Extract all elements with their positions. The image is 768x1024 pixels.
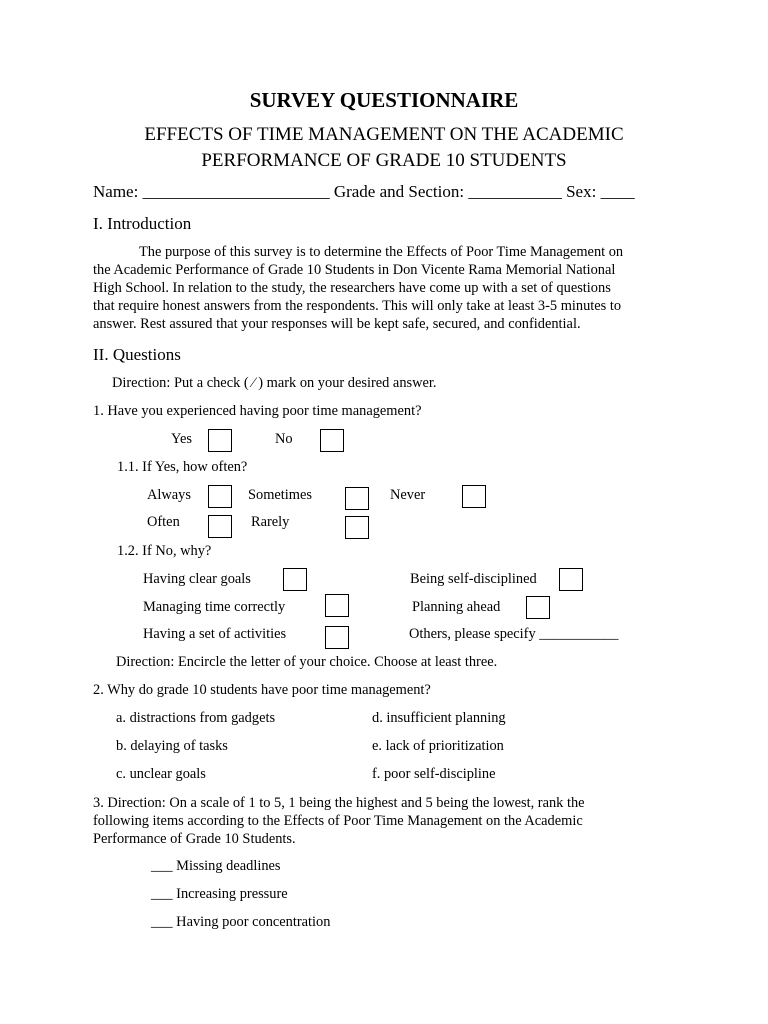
question-2: 2. Why do grade 10 students have poor time management? — [93, 682, 431, 698]
question-1-1: 1.1. If Yes, how often? — [117, 459, 248, 475]
clear-goals-checkbox[interactable] — [283, 568, 307, 591]
choice-b[interactable]: b. delaying of tasks — [116, 738, 228, 754]
respondent-info-line[interactable]: Name: ______________________ Grade and Section: ___________ Sex: ____ — [93, 182, 635, 201]
option-often-label: Often — [147, 514, 180, 530]
survey-title: SURVEY QUESTIONNAIRE — [249, 88, 519, 112]
intro-line: the Academic Performance of Grade 10 Students in Don Vicente Rama Memorial National — [93, 262, 616, 278]
rank-item-increasing-pressure[interactable]: ___ Increasing pressure — [151, 886, 288, 902]
direction-check: Direction: Put a check ( ⁄ ) mark on your desired answer. — [112, 375, 437, 391]
self-disciplined-checkbox[interactable] — [559, 568, 583, 591]
rarely-checkbox[interactable] — [345, 516, 369, 539]
yes-checkbox[interactable] — [208, 429, 232, 452]
sometimes-checkbox[interactable] — [345, 487, 369, 510]
rank-item-poor-concentration[interactable]: ___ Having poor concentration — [151, 914, 331, 930]
option-yes-label: Yes — [171, 431, 192, 447]
choice-a[interactable]: a. distractions from gadgets — [116, 710, 276, 726]
option-planning-ahead-label: Planning ahead — [412, 599, 501, 615]
choice-e[interactable]: e. lack of prioritization — [372, 738, 504, 754]
option-set-of-activities-label: Having a set of activities — [143, 626, 287, 642]
choice-d[interactable]: d. insufficient planning — [372, 710, 506, 726]
q3-line: 3. Direction: On a scale of 1 to 5, 1 being the highest and 5 being the lowest, rank the — [93, 795, 585, 811]
option-rarely-label: Rarely — [251, 514, 290, 530]
option-sometimes-label: Sometimes — [248, 487, 312, 503]
question-1: 1. Have you experienced having poor time management? — [93, 403, 422, 419]
choice-f[interactable]: f. poor self-discipline — [372, 766, 496, 782]
option-self-disciplined-label: Being self-disciplined — [410, 571, 537, 587]
option-clear-goals-label: Having clear goals — [143, 571, 251, 587]
option-always-label: Always — [147, 487, 191, 503]
option-others-specify[interactable]: Others, please specify ___________ — [409, 626, 619, 642]
intro-line: The purpose of this survey is to determine the Effects of Poor Time Management on — [139, 244, 624, 260]
always-checkbox[interactable] — [208, 485, 232, 508]
option-no-label: No — [275, 431, 293, 447]
option-managing-time-label: Managing time correctly — [143, 599, 286, 615]
direction-encircle: Direction: Encircle the letter of your choice. Choose at least three. — [116, 654, 498, 670]
often-checkbox[interactable] — [208, 515, 232, 538]
option-never-label: Never — [390, 487, 426, 503]
question-3 — [93, 794, 585, 848]
set-of-activities-checkbox[interactable] — [325, 626, 349, 649]
subtitle-line-1: EFFECTS OF TIME MANAGEMENT ON THE ACADEMIC — [144, 124, 624, 145]
no-checkbox[interactable] — [320, 429, 344, 452]
q3-line: following items according to the Effects of Poor Time Management on the Academic — [93, 813, 583, 829]
subtitle-line-2: PERFORMANCE OF GRADE 10 STUDENTS — [201, 150, 567, 171]
introduction-heading: I. Introduction — [93, 214, 192, 233]
introduction-paragraph — [93, 243, 673, 333]
q3-line: Performance of Grade 10 Students. — [93, 831, 296, 847]
intro-line: answer. Rest assured that your responses will be kept safe, secured, and confidential. — [93, 316, 581, 332]
survey-subtitle — [0, 122, 768, 174]
questions-heading: II. Questions — [93, 345, 181, 364]
question-1-2: 1.2. If No, why? — [117, 543, 212, 559]
choice-c[interactable]: c. unclear goals — [116, 766, 206, 782]
managing-time-checkbox[interactable] — [325, 594, 349, 617]
rank-item-missing-deadlines[interactable]: ___ Missing deadlines — [151, 858, 281, 874]
planning-ahead-checkbox[interactable] — [526, 596, 550, 619]
never-checkbox[interactable] — [462, 485, 486, 508]
intro-line: High School. In relation to the study, the researchers have come up with a set of questions — [93, 280, 611, 296]
intro-line: that require honest answers from the respondents. This will only take at least 3-5 minutes to — [93, 298, 622, 314]
